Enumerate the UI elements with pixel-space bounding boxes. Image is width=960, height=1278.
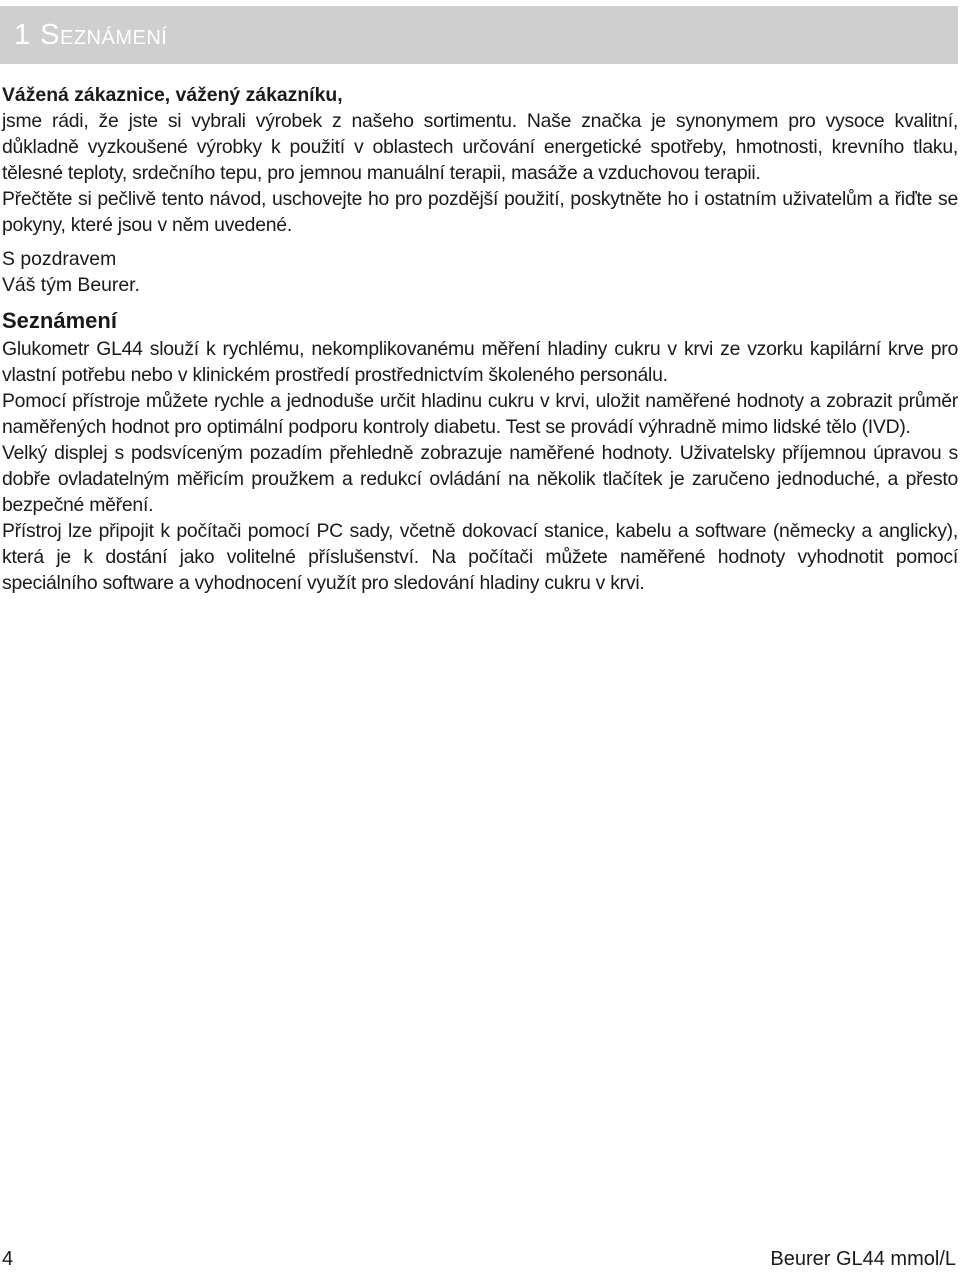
section-subheading: Seznámení xyxy=(2,308,117,333)
section-title: Seznámení xyxy=(40,18,168,51)
product-name: Beurer GL44 mmol/L xyxy=(770,1248,956,1270)
section-number: 1 xyxy=(14,18,31,51)
signature-line: Váš tým Beurer. xyxy=(2,274,140,296)
body-paragraph: Velký displej s podsvíceným pozadím přehledně zobrazuje naměřené hodnoty. Uživatelsky příjemnou úpravou s dobře ovladatelným měřicím proužkem a redukcí ovládání na několik tlačítek je zaručeno jednoduché, a přesto bezpečné měření. xyxy=(2,442,958,516)
section-header xyxy=(0,6,958,64)
page-number: 4 xyxy=(2,1248,14,1270)
intro-paragraph: jsme rádi, že jste si vybrali výrobek z našeho sortimentu. Naše značka je synonymem pro vysoce kvalitní, důkladně vyzkoušené výrobky k použití v oblastech určování energetické spotřeby, hmotnosti, krevního tlaku, tělesné teploty, srdečního tepu, pro jemnou manuální terapii, masáže a vzduchovou terapii. xyxy=(2,110,958,184)
document-body xyxy=(2,82,958,596)
body-paragraph: Pomocí přístroje můžete rychle a jednoduše určit hladinu cukru v krvi, uložit naměřené hodnoty a zobrazit průměr naměřených hodnot pro optimální podporu kontroly diabetu. Test se provádí výhradně mimo lidské tělo (IVD). xyxy=(2,390,958,438)
greeting: Vážená zákaznice, vážený zákazníku, xyxy=(2,84,343,106)
closing-line: S pozdravem xyxy=(2,248,117,270)
body-paragraph: Glukometr GL44 slouží k rychlému, nekomplikovanému měření hladiny cukru v krvi ze vzorku kapilární krve pro vlastní potřebu nebo v klinickém prostředí prostřednictvím školeného personálu. xyxy=(2,338,958,386)
body-paragraph: Přístroj lze připojit k počítači pomocí PC sady, včetně dokovací stanice, kabelu a software (německy a anglicky), která je k dostání jako volitelné příslušenství. Na počítači můžete naměřené hodnoty vyhodnotit pomocí speciálního software a vyhodnocení využít pro sledování hladiny cukru v krvi. xyxy=(2,520,958,594)
instructions-paragraph: Přečtěte si pečlivě tento návod, uschovejte ho pro pozdější použití, poskytněte ho i ostatním uživatelům a řiďte se pokyny, které jsou v něm uvedené. xyxy=(2,188,958,236)
